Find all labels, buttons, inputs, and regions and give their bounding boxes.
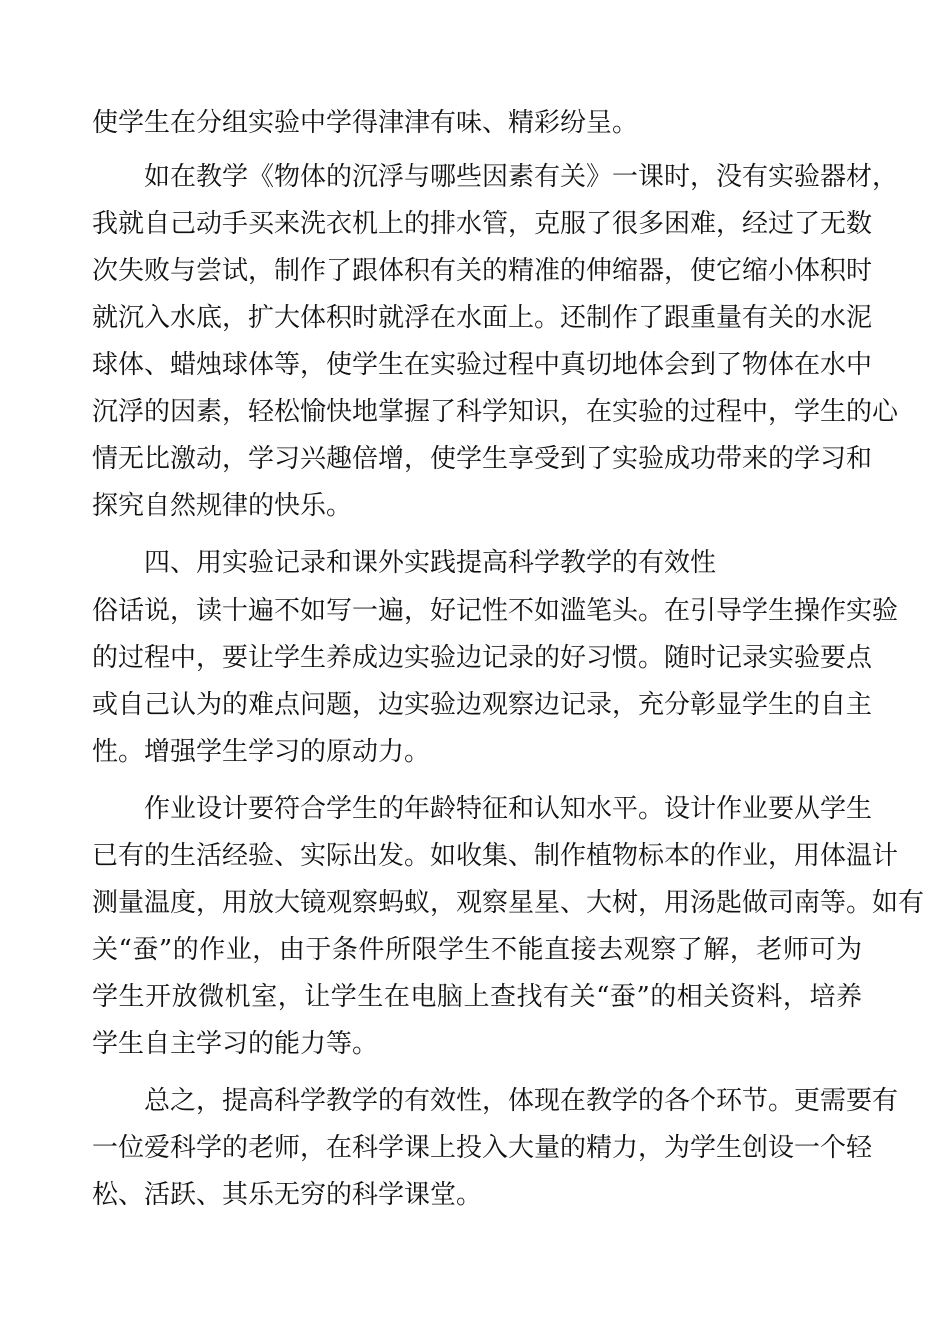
text-line: 沉浮的因素，轻松愉快地掌握了科学知识，在实验的过程中，学生的心: [92, 397, 899, 427]
text-line: 我就自己动手买来洗衣机上的排水管，克服了很多困难，经过了无数: [92, 209, 873, 239]
text-line: 的过程中，要让学生养成边实验边记录的好习惯。随时记录实验要点: [92, 643, 873, 673]
text-line: 俗话说，读十遍不如写一遍，好记性不如滥笔头。在引导学生操作实验: [92, 596, 899, 626]
text-line: 次失败与尝试，制作了跟体积有关的精准的伸缩器，使它缩小体积时: [92, 256, 873, 286]
text-line: 性。增强学生学习的原动力。: [92, 737, 431, 767]
text-line: 已有的生活经验、实际出发。如收集、制作植物标本的作业，用体温计: [92, 841, 899, 871]
text-line: 就沉入水底，扩大体积时就浮在水面上。还制作了跟重量有关的水泥: [92, 303, 873, 333]
text-line: 学生自主学习的能力等。: [92, 1029, 379, 1059]
text-line: 关“蚕”的作业，由于条件所限学生不能直接去观察了解，老师可为: [92, 935, 862, 965]
section-heading: 四、用实验记录和课外实践提高科学教学的有效性: [144, 548, 717, 578]
text-line: 总之，提高科学教学的有效性，体现在教学的各个环节。更需要有: [144, 1086, 899, 1116]
text-line: 一位爱科学的老师，在科学课上投入大量的精力，为学生创设一个轻: [92, 1133, 873, 1163]
text-line: 球体、蜡烛球体等，使学生在实验过程中真切地体会到了物体在水中: [92, 350, 873, 380]
text-line: 测量温度，用放大镜观察蚂蚁，观察星星、大树，用汤匙做司南等。如有: [92, 888, 925, 918]
text-line: 作业设计要符合学生的年龄特征和认知水平。设计作业要从学生: [144, 794, 873, 824]
text-line: 探究自然规律的快乐。: [92, 491, 353, 521]
text-line: 或自己认为的难点问题，边实验边观察边记录，充分彰显学生的自主: [92, 690, 873, 720]
text-line: 情无比激动，学习兴趣倍增，使学生享受到了实验成功带来的学习和: [92, 444, 873, 474]
text-line: 学生开放微机室，让学生在电脑上查找有关“蚕”的相关资料，培养: [92, 982, 862, 1012]
text-line: 如在教学《物体的沉浮与哪些因素有关》一课时，没有实验器材，: [144, 162, 899, 192]
text-line: 松、活跃、其乐无穷的科学课堂。: [92, 1180, 483, 1210]
text-line: 使学生在分组实验中学得津津有味、精彩纷呈。: [92, 108, 639, 138]
